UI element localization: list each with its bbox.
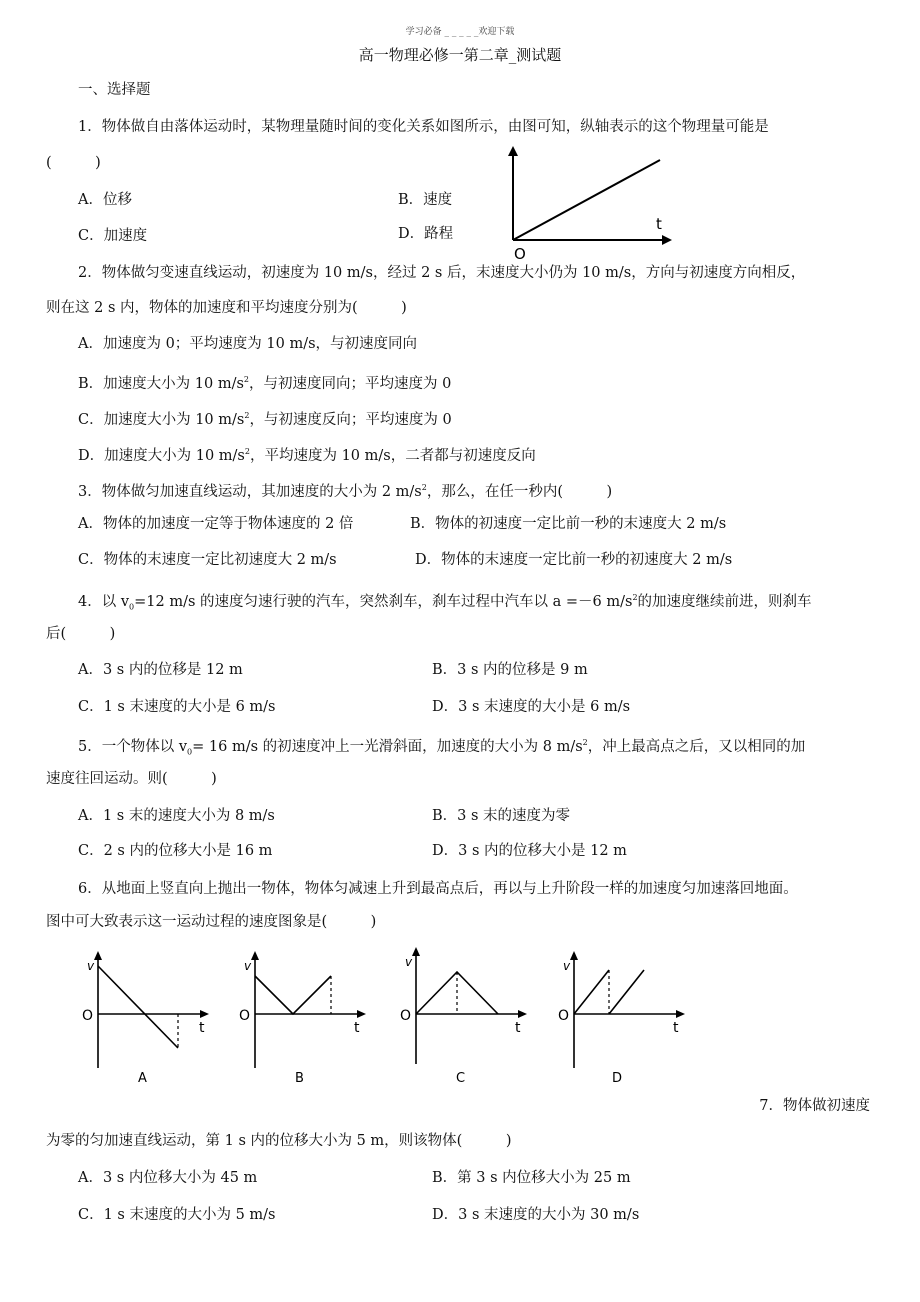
q2-option-b: B．加速度大小为 10 $m/s^2$，与初速度同向；平均速度为 0	[78, 375, 452, 392]
graph-a-v-label: v	[87, 959, 95, 973]
q2-line1: 2．物体做匀变速直线运动，初速度为 10 m/s，经过 2 s 后，末速度大小仍为 10 m/s，方向与初速度方向相反，	[78, 265, 806, 281]
q4-option-a: A．3 s 内的位移是 12 m	[78, 662, 243, 678]
graph-d-y-arrow	[570, 951, 578, 960]
q3-option-a: A．物体的加速度一定等于物体速度的 2 倍	[78, 516, 354, 532]
q6-graph-a	[78, 948, 228, 1088]
q1-option-c: C．加速度	[78, 228, 148, 244]
graph-b-o-label: O	[239, 1008, 251, 1024]
q6-graph-b	[235, 948, 385, 1088]
q7-option-b: B．第 3 s 内位移大小为 25 m	[432, 1170, 631, 1186]
q1-option-b: B．速度	[398, 192, 453, 208]
q6-line2: 图中可大致表示这一运动过程的速度图象是( )	[46, 914, 377, 930]
q1-data-line	[513, 160, 660, 240]
graph-b-y-arrow	[251, 951, 259, 960]
graph-d-rise-line	[574, 970, 609, 1014]
graph-d-o-label: O	[558, 1008, 570, 1024]
graph-d-t-label: t	[673, 1020, 679, 1036]
q1-option-d: D．路程	[398, 226, 454, 242]
q1-x-arrow	[662, 235, 672, 245]
q1-option-a: A．位移	[78, 192, 132, 208]
graph-a-data-line	[98, 966, 178, 1048]
graph-b-x-arrow	[357, 1010, 366, 1018]
q7-option-a: A．3 s 内位移大小为 45 m	[78, 1170, 258, 1186]
graph-c-y-arrow	[412, 947, 420, 956]
page-title: 高一物理必修一第二章_测试题	[358, 46, 562, 64]
q1-y-arrow	[508, 146, 518, 156]
q6-line1: 6．从地面上竖直向上抛出一物体，物体匀减速上升到最高点后，再以与上升阶段一样的加速度匀加速落回地面。	[78, 881, 798, 897]
graph-d-second-line	[609, 970, 644, 1014]
q1-stem: 1．物体做自由落体运动时，某物理量随时间的变化关系如图所示，由图可知，纵轴表示的这个物理量可能是	[78, 119, 769, 135]
graph-c-x-arrow	[518, 1010, 527, 1018]
graph-c-letter: C	[456, 1071, 466, 1086]
q3-option-b: B．物体的初速度一定比前一秒的末速度大 2 m/s	[410, 516, 727, 532]
graph-a-x-arrow	[200, 1010, 209, 1018]
q4-line1: 4．以 $v_0=12$ m/s 的速度匀速行驶的汽车，突然刹车，刹车过程中汽车以 a =－6 $m/s^2$的加速度继续前进，则刹车	[78, 593, 812, 612]
graph-a-letter: A	[138, 1071, 147, 1086]
q7-line2: 为零的匀加速直线运动，第 1 s 内的位移大小为 5 m，则该物体( )	[46, 1133, 512, 1149]
q4-option-b: B．3 s 内的位移是 9 m	[432, 662, 588, 678]
graph-b-data-line	[255, 976, 331, 1014]
q5-option-c: C．2 s 内的位移大小是 16 m	[78, 843, 273, 859]
q7-option-d: D．3 s 末速度的大小为 30 m/s	[432, 1207, 640, 1223]
graph-b-letter: B	[295, 1071, 304, 1086]
graph-a-t-label: t	[199, 1020, 205, 1036]
graph-c-v-label: v	[405, 955, 413, 969]
q7-line1: 7．物体做初速度	[759, 1098, 870, 1114]
graph-d-letter: D	[612, 1071, 623, 1086]
q1-paren: ( )	[46, 155, 101, 171]
graph-c-t-label: t	[515, 1020, 521, 1036]
graph-a-y-arrow	[94, 951, 102, 960]
q4-option-c: C．1 s 末速度的大小是 6 m/s	[78, 699, 276, 715]
q3-option-c: C．物体的末速度一定比初速度大 2 m/s	[78, 552, 337, 568]
graph-b-v-label: v	[244, 959, 252, 973]
q1-t-label: t	[656, 215, 662, 233]
q1-graph	[500, 142, 700, 262]
q5-line2: 速度往回运动。则( )	[46, 771, 217, 787]
q3-stem: 3．物体做匀加速直线运动，其加速度的大小为 2 $m/s^2$，那么，在任一秒内( )	[78, 483, 613, 500]
q5-line1: 5．一个物体以 $v_0= 16$ m/s 的初速度冲上一光滑斜面，加速度的大小为 8 $m/s^2$，冲上最高点之后，又以相同的加	[78, 738, 806, 757]
q5-option-a: A．1 s 末的速度大小为 8 m/s	[78, 808, 275, 824]
q2-line2: 则在这 2 s 内，物体的加速度和平均速度分别为( )	[46, 300, 407, 316]
graph-a-o-label: O	[82, 1008, 94, 1024]
q5-option-b: B．3 s 末的速度为零	[432, 808, 571, 824]
graph-d-v-label: v	[563, 959, 571, 973]
q2-option-d: D．加速度大小为 10 $m/s^2$，平均速度为 10 m/s，二者都与初速度反向	[78, 447, 536, 464]
graph-b-t-label: t	[354, 1020, 360, 1036]
q4-line2: 后( )	[46, 626, 116, 642]
graph-d-x-arrow	[676, 1010, 685, 1018]
section-heading: 一、选择题	[78, 82, 151, 98]
q2-option-a: A．加速度为 0；平均速度为 10 m/s，与初速度同向	[78, 336, 418, 352]
q1-o-label: O	[514, 245, 526, 263]
q5-option-d: D．3 s 内的位移大小是 12 m	[432, 843, 627, 859]
q6-graph-c	[396, 944, 546, 1084]
q3-option-d: D．物体的末速度一定比前一秒的初速度大 2 m/s	[415, 552, 733, 568]
q4-option-d: D．3 s 末速度的大小是 6 m/s	[432, 699, 631, 715]
graph-c-o-label: O	[400, 1008, 412, 1024]
q6-graph-d	[554, 948, 704, 1088]
q7-option-c: C．1 s 末速度的大小为 5 m/s	[78, 1207, 276, 1223]
page-header: 学习必备 _ _ _ _ _欢迎下载	[405, 27, 515, 37]
q2-option-c: C．加速度大小为 10 $m/s^2$，与初速度反向；平均速度为 0	[78, 411, 452, 428]
